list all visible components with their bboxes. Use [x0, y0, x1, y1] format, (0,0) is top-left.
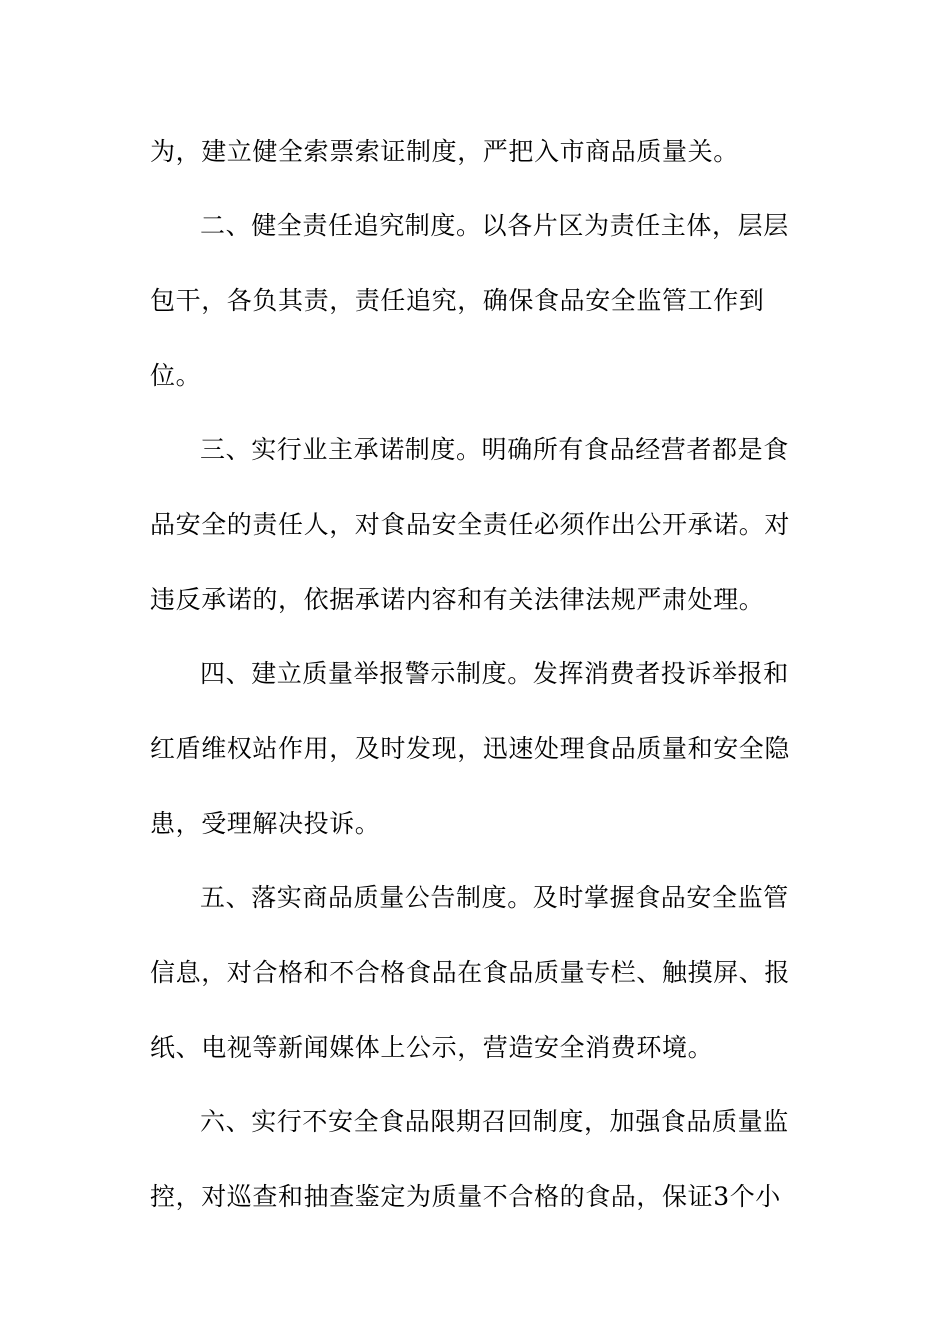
text-line: 四、建立质量举报警示制度。发挥消费者投诉举报和: [200, 659, 789, 688]
text-line: 违反承诺的，依据承诺内容和有关法律法规严肃处理。: [150, 585, 765, 614]
text-line: 为，建立健全索票索证制度，严把入市商品质量关。: [150, 137, 739, 166]
text-line: 红盾维权站作用，及时发现，迅速处理食品质量和安全隐: [150, 734, 791, 763]
text-line: 五、落实商品质量公告制度。及时掌握食品安全监管: [200, 883, 789, 912]
text-line: 患，受理解决投诉。: [150, 809, 381, 838]
text-line: 六、实行不安全食品限期召回制度，加强食品质量监: [200, 1107, 789, 1136]
text-line: 信息，对合格和不合格食品在食品质量专栏、触摸屏、报: [150, 958, 791, 987]
text-line: 三、实行业主承诺制度。明确所有食品经营者都是食: [200, 435, 789, 464]
text-line: 位。: [150, 361, 202, 390]
text-line: 包干，各负其责，责任追究，确保食品安全监管工作到: [150, 286, 765, 315]
text-line: 品安全的责任人，对食品安全责任必须作出公开承诺。对: [150, 510, 791, 539]
text-line: 纸、电视等新闻媒体上公示，营造安全消费环境。: [150, 1033, 714, 1062]
text-line: 二、健全责任追究制度。以各片区为责任主体，层层: [200, 211, 789, 240]
text-line: 控，对巡查和抽查鉴定为质量不合格的食品，保证3个小: [150, 1182, 781, 1211]
